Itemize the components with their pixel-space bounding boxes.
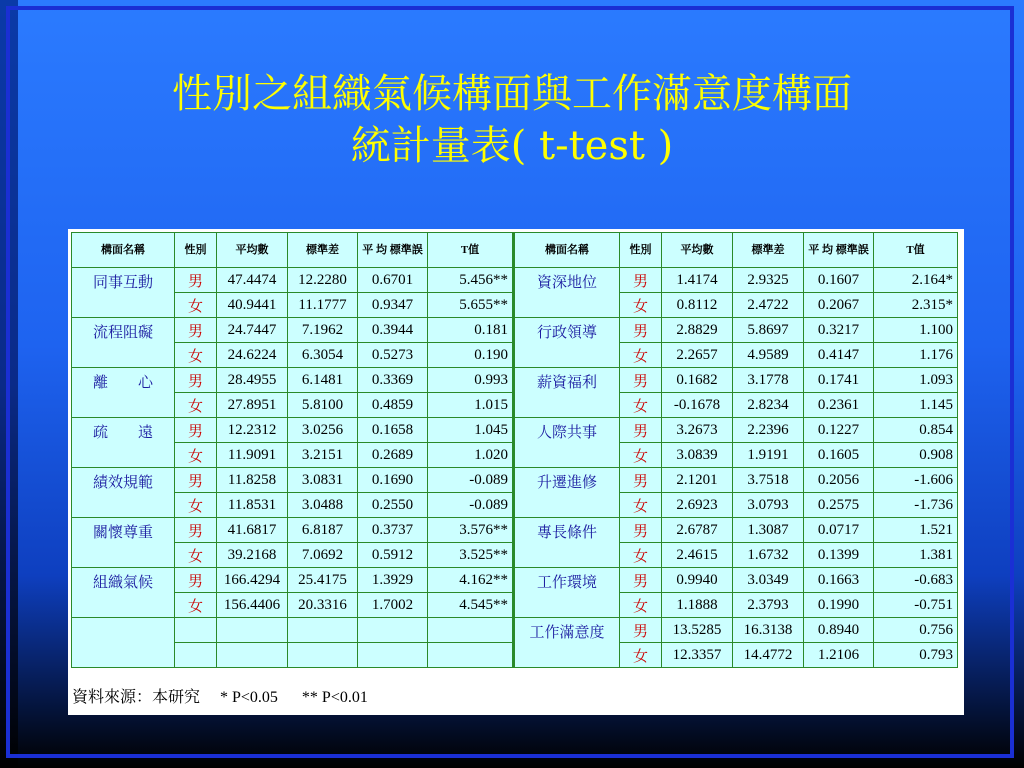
gender-cell: 男 [175, 268, 217, 293]
value-cell [428, 618, 514, 643]
value-cell: 6.8187 [288, 518, 358, 543]
value-cell: 0.3737 [358, 518, 428, 543]
header-cell: 平均數 [217, 233, 288, 268]
value-cell: 2.164* [874, 268, 958, 293]
value-cell: 0.793 [874, 643, 958, 668]
value-cell [358, 618, 428, 643]
value-cell: 39.2168 [217, 543, 288, 568]
table-row [72, 518, 958, 543]
value-cell: 6.1481 [288, 368, 358, 393]
gender-cell: 男 [175, 518, 217, 543]
value-cell: 0.4147 [804, 343, 874, 368]
value-cell: 0.2361 [804, 393, 874, 418]
value-cell: 5.655** [428, 293, 514, 318]
title-line-1: 性別之組織氣候構面與工作滿意度構面 [172, 71, 852, 117]
value-cell: 2.6787 [662, 518, 733, 543]
header-cell: T值 [874, 233, 958, 268]
value-cell: 4.9589 [733, 343, 804, 368]
value-cell: 0.5912 [358, 543, 428, 568]
value-cell: 0.993 [428, 368, 514, 393]
value-cell: 3.0349 [733, 568, 804, 593]
value-cell: 1.3087 [733, 518, 804, 543]
gender-cell: 女 [175, 443, 217, 468]
value-cell: 27.8951 [217, 393, 288, 418]
value-cell: 2.4615 [662, 543, 733, 568]
value-cell: 0.1607 [804, 268, 874, 293]
construct-name: 疏 遠 [72, 418, 175, 468]
value-cell [217, 618, 288, 643]
value-cell: 3.0831 [288, 468, 358, 493]
value-cell: 1.2106 [804, 643, 874, 668]
value-cell: -0.683 [874, 568, 958, 593]
gender-cell: 女 [620, 493, 662, 518]
value-cell: 14.4772 [733, 643, 804, 668]
value-cell: 0.1663 [804, 568, 874, 593]
value-cell: 1.7002 [358, 593, 428, 618]
stats-table-panel [68, 229, 964, 715]
value-cell: -0.089 [428, 468, 514, 493]
value-cell: 0.6701 [358, 268, 428, 293]
value-cell: 0.9940 [662, 568, 733, 593]
value-cell: 2.1201 [662, 468, 733, 493]
gender-cell: 女 [620, 343, 662, 368]
construct-name: 工作環境 [514, 568, 620, 618]
value-cell: 0.1682 [662, 368, 733, 393]
value-cell: 1.100 [874, 318, 958, 343]
value-cell: 1.6732 [733, 543, 804, 568]
value-cell: 2.3793 [733, 593, 804, 618]
slide-title [40, 68, 984, 172]
value-cell: 0.2550 [358, 493, 428, 518]
header-cell: 標準差 [733, 233, 804, 268]
value-cell: 47.4474 [217, 268, 288, 293]
construct-name: 工作滿意度 [514, 618, 620, 668]
value-cell: 0.3217 [804, 318, 874, 343]
value-cell: 0.1741 [804, 368, 874, 393]
value-cell: 3.2151 [288, 443, 358, 468]
value-cell: 0.1658 [358, 418, 428, 443]
value-cell: 11.8531 [217, 493, 288, 518]
construct-name: 人際共事 [514, 418, 620, 468]
value-cell: 0.2575 [804, 493, 874, 518]
construct-name: 升遷進修 [514, 468, 620, 518]
value-cell: -1.736 [874, 493, 958, 518]
value-cell: 0.854 [874, 418, 958, 443]
gender-cell: 女 [620, 443, 662, 468]
table-row [72, 468, 958, 493]
header-cell: 性別 [175, 233, 217, 268]
table-row [72, 318, 958, 343]
value-cell: 0.3369 [358, 368, 428, 393]
source-note: 資料來源：本研究 * P<0.05 ** P<0.01 [72, 689, 368, 706]
table-row [72, 618, 958, 643]
value-cell [428, 643, 514, 668]
header-cell: 平 均 標準誤 [804, 233, 874, 268]
value-cell: 3.525** [428, 543, 514, 568]
gender-cell: 女 [175, 493, 217, 518]
value-cell: 4.545** [428, 593, 514, 618]
value-cell: 0.3944 [358, 318, 428, 343]
gender-cell [175, 643, 217, 668]
value-cell: 3.0488 [288, 493, 358, 518]
value-cell: 0.1690 [358, 468, 428, 493]
value-cell: 3.2673 [662, 418, 733, 443]
value-cell: 5.8100 [288, 393, 358, 418]
value-cell: 2.2396 [733, 418, 804, 443]
gender-cell: 男 [620, 318, 662, 343]
value-cell: 0.0717 [804, 518, 874, 543]
gender-cell: 男 [175, 568, 217, 593]
value-cell: 1.3929 [358, 568, 428, 593]
value-cell: 16.3138 [733, 618, 804, 643]
value-cell: 41.6817 [217, 518, 288, 543]
value-cell: 0.2056 [804, 468, 874, 493]
gender-cell: 男 [620, 268, 662, 293]
construct-name: 績效規範 [72, 468, 175, 518]
value-cell [288, 618, 358, 643]
value-cell: -0.089 [428, 493, 514, 518]
value-cell: 24.7447 [217, 318, 288, 343]
value-cell: 156.4406 [217, 593, 288, 618]
gender-cell: 男 [620, 368, 662, 393]
gender-cell: 男 [620, 618, 662, 643]
gender-cell: 女 [620, 293, 662, 318]
value-cell: 12.3357 [662, 643, 733, 668]
value-cell: 11.1777 [288, 293, 358, 318]
gender-cell: 女 [620, 643, 662, 668]
value-cell: 3.0256 [288, 418, 358, 443]
value-cell: 25.4175 [288, 568, 358, 593]
value-cell [217, 643, 288, 668]
value-cell: 6.3054 [288, 343, 358, 368]
value-cell: 7.1962 [288, 318, 358, 343]
value-cell: -0.1678 [662, 393, 733, 418]
table-row [72, 268, 958, 293]
value-cell: 0.8112 [662, 293, 733, 318]
value-cell: 7.0692 [288, 543, 358, 568]
value-cell: 1.176 [874, 343, 958, 368]
value-cell: 2.8829 [662, 318, 733, 343]
gender-cell: 女 [175, 293, 217, 318]
value-cell: 1.045 [428, 418, 514, 443]
gender-cell: 男 [620, 418, 662, 443]
value-cell: 1.381 [874, 543, 958, 568]
header-cell: 性別 [620, 233, 662, 268]
value-cell: -1.606 [874, 468, 958, 493]
value-cell: 0.2067 [804, 293, 874, 318]
header-cell: 平均數 [662, 233, 733, 268]
value-cell: 1.020 [428, 443, 514, 468]
value-cell: 0.5273 [358, 343, 428, 368]
construct-name: 組織氣候 [72, 568, 175, 618]
table-row [72, 368, 958, 393]
value-cell: 3.1778 [733, 368, 804, 393]
gender-cell: 女 [620, 393, 662, 418]
value-cell: 3.7518 [733, 468, 804, 493]
value-cell: 20.3316 [288, 593, 358, 618]
gender-cell: 女 [620, 593, 662, 618]
value-cell: 0.756 [874, 618, 958, 643]
gender-cell: 女 [175, 393, 217, 418]
value-cell: 0.1605 [804, 443, 874, 468]
value-cell: 1.4174 [662, 268, 733, 293]
value-cell: 4.162** [428, 568, 514, 593]
value-cell: 2.9325 [733, 268, 804, 293]
value-cell: 0.908 [874, 443, 958, 468]
construct-name: 離 心 [72, 368, 175, 418]
title-line-2: 統計量表( t-test ) [350, 123, 674, 169]
value-cell: 0.190 [428, 343, 514, 368]
gender-cell: 女 [175, 543, 217, 568]
gender-cell: 男 [175, 468, 217, 493]
value-cell: 11.8258 [217, 468, 288, 493]
value-cell: 0.2689 [358, 443, 428, 468]
value-cell: 3.0793 [733, 493, 804, 518]
construct-name: 流程阻礙 [72, 318, 175, 368]
value-cell: 2.6923 [662, 493, 733, 518]
construct-name: 薪資福利 [514, 368, 620, 418]
construct-name: 關懷尊重 [72, 518, 175, 568]
value-cell: 13.5285 [662, 618, 733, 643]
value-cell: 3.0839 [662, 443, 733, 468]
header-row [72, 233, 958, 268]
value-cell: 3.576** [428, 518, 514, 543]
gender-cell: 男 [620, 568, 662, 593]
gender-cell: 女 [175, 593, 217, 618]
t-test-table [71, 232, 958, 668]
value-cell: 0.181 [428, 318, 514, 343]
value-cell: 0.9347 [358, 293, 428, 318]
value-cell: 0.1990 [804, 593, 874, 618]
table-row [72, 418, 958, 443]
header-cell: T值 [428, 233, 514, 268]
value-cell: 1.145 [874, 393, 958, 418]
gender-cell: 男 [620, 468, 662, 493]
value-cell: 2.8234 [733, 393, 804, 418]
value-cell: 0.1399 [804, 543, 874, 568]
gender-cell [175, 618, 217, 643]
gender-cell: 男 [620, 518, 662, 543]
header-cell: 構面名稱 [72, 233, 175, 268]
value-cell: 40.9441 [217, 293, 288, 318]
value-cell: 0.1227 [804, 418, 874, 443]
gender-cell: 男 [175, 318, 217, 343]
header-cell: 平 均 標準誤 [358, 233, 428, 268]
value-cell: 5.8697 [733, 318, 804, 343]
construct-name: 資深地位 [514, 268, 620, 318]
value-cell: 0.8940 [804, 618, 874, 643]
value-cell: 2.315* [874, 293, 958, 318]
value-cell: 166.4294 [217, 568, 288, 593]
header-cell: 構面名稱 [514, 233, 620, 268]
value-cell: 28.4955 [217, 368, 288, 393]
value-cell: 1.521 [874, 518, 958, 543]
gender-cell: 男 [175, 418, 217, 443]
value-cell: 12.2312 [217, 418, 288, 443]
value-cell: 2.2657 [662, 343, 733, 368]
value-cell: 5.456** [428, 268, 514, 293]
table-row [72, 568, 958, 593]
value-cell: 11.9091 [217, 443, 288, 468]
value-cell: 1.093 [874, 368, 958, 393]
gender-cell: 女 [620, 543, 662, 568]
value-cell [358, 643, 428, 668]
gender-cell: 男 [175, 368, 217, 393]
value-cell: 24.6224 [217, 343, 288, 368]
value-cell: 12.2280 [288, 268, 358, 293]
construct-name: 專長條件 [514, 518, 620, 568]
gender-cell: 女 [175, 343, 217, 368]
header-cell: 標準差 [288, 233, 358, 268]
value-cell: -0.751 [874, 593, 958, 618]
value-cell: 0.4859 [358, 393, 428, 418]
value-cell [288, 643, 358, 668]
construct-name: 行政領導 [514, 318, 620, 368]
value-cell: 1.9191 [733, 443, 804, 468]
value-cell: 1.015 [428, 393, 514, 418]
value-cell: 1.1888 [662, 593, 733, 618]
construct-name: 同事互動 [72, 268, 175, 318]
construct-name [72, 618, 175, 668]
value-cell: 2.4722 [733, 293, 804, 318]
